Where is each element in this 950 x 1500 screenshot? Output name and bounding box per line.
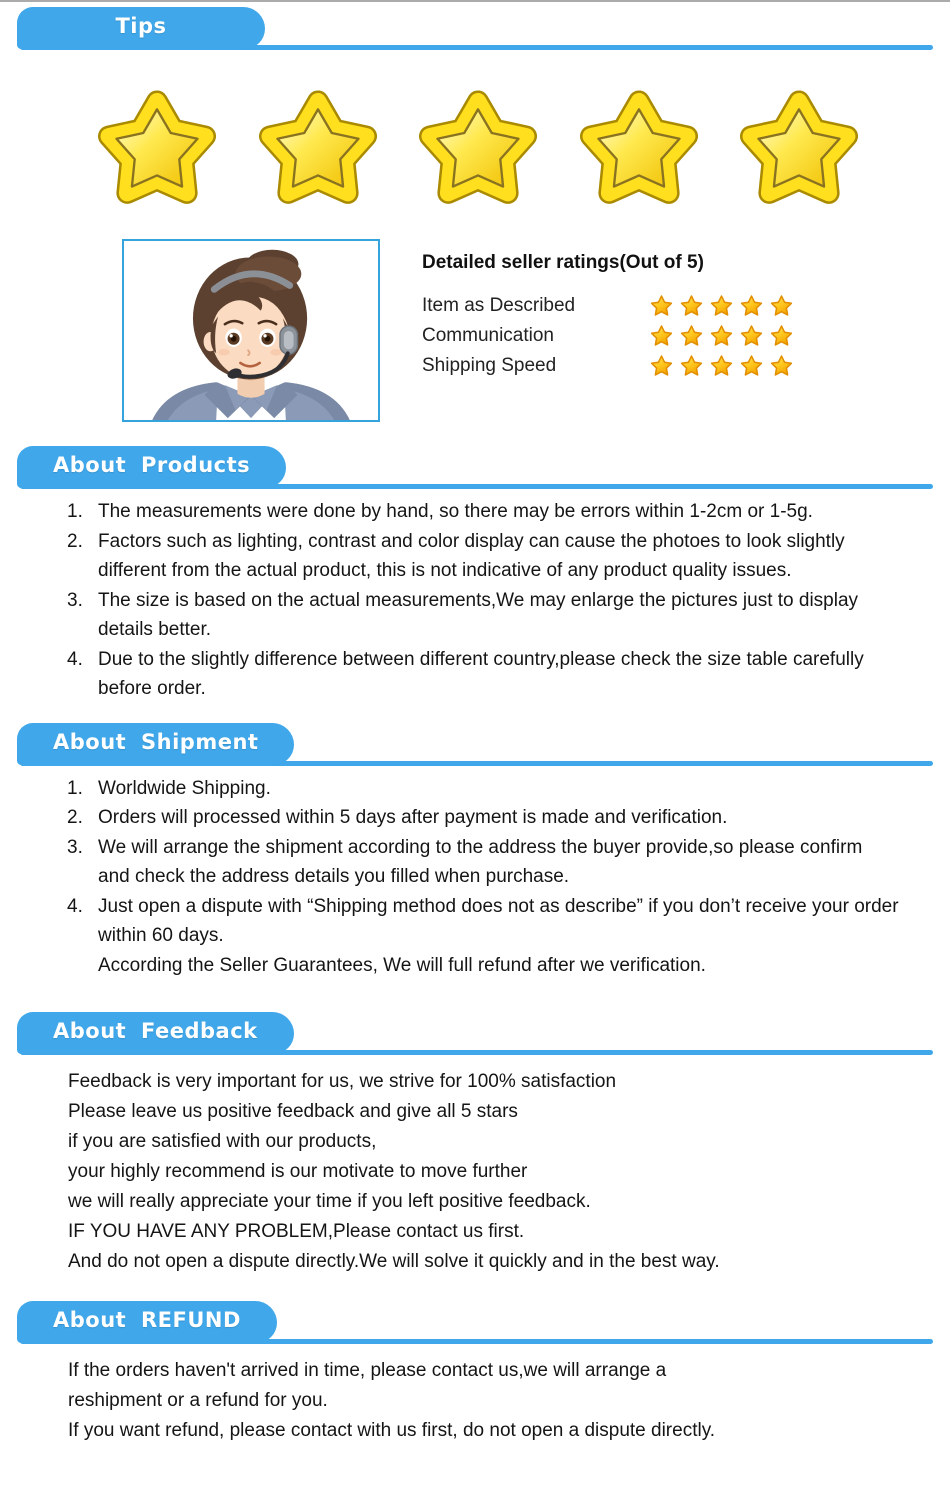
star-icon <box>737 353 766 380</box>
star-icon <box>737 293 766 320</box>
star-icon <box>647 323 676 350</box>
star-icon <box>707 353 736 380</box>
about-shipment-tab-label: About Shipment <box>53 729 259 754</box>
list-item-text: The measurements were done by hand, so there may be errors within 1-2cm or 1-5g. <box>98 501 813 522</box>
rating-row-item-as-described <box>422 291 796 321</box>
star-icon <box>78 86 236 218</box>
ratings-panel <box>422 239 796 422</box>
seller-ratings-block <box>122 239 950 422</box>
rating-stars <box>647 353 796 380</box>
star-icon <box>720 86 878 218</box>
list-item-number: 2. <box>67 807 83 828</box>
five-star-rating <box>78 86 878 218</box>
list-item-number: 2. <box>67 530 83 552</box>
about-shipment-tab <box>17 723 294 765</box>
about-refund-tab <box>17 1301 277 1343</box>
ratings-title: Detailed seller ratings(Out of 5) <box>422 252 704 273</box>
star-icon <box>707 293 736 320</box>
tips-tab-label: Tips <box>115 14 167 38</box>
about-feedback-tab <box>17 1012 294 1054</box>
star-icon <box>767 293 796 320</box>
star-icon <box>707 323 736 350</box>
list-item-text <box>98 892 899 981</box>
star-icon <box>737 323 766 350</box>
star-icon <box>677 353 706 380</box>
paragraph-line: we will really appreciate your time if you left positive feedback. <box>68 1191 591 1212</box>
list-item-text: The size is based on the actual measurements,We may enlarge the pictures just to display details better. <box>98 589 859 640</box>
about-feedback-tab-label: About Feedback <box>53 1019 258 1043</box>
star-icon <box>647 353 676 380</box>
rating-label: Item as Described <box>422 295 576 316</box>
rating-label: Shipping Speed <box>422 355 557 376</box>
list-item-number: 1. <box>67 501 83 522</box>
list-item-text: Worldwide Shipping. <box>98 777 271 799</box>
list-item <box>67 803 899 833</box>
customer-service-agent-image <box>122 239 380 422</box>
top-border-line <box>0 0 950 2</box>
star-icon <box>767 323 796 350</box>
shipment-list <box>67 774 899 981</box>
about-products-tab-label: About Products <box>53 453 251 477</box>
star-icon <box>239 86 397 218</box>
tips-tab <box>17 7 265 49</box>
paragraph-line: Please leave us positive feedback and give all 5 stars <box>68 1101 518 1122</box>
rating-stars <box>647 323 796 350</box>
list-item-number: 3. <box>67 589 83 611</box>
paragraph-line: if you are satisfied with our products, <box>68 1131 377 1152</box>
star-icon <box>560 86 718 218</box>
about-refund-banner <box>0 1301 950 1344</box>
list-item-text: Factors such as lighting, contrast and color display can cause the photoes to look slightly different from the actual product, this is not indicative of any product quality issues. <box>98 530 845 581</box>
rating-row-communication <box>422 321 796 351</box>
feedback-paragraph <box>68 1067 950 1277</box>
star-icon <box>677 293 706 320</box>
about-feedback-banner <box>0 1012 950 1055</box>
list-item-note: According the Seller Guarantees, We will full refund after we verification. <box>98 954 706 976</box>
list-item-main-text: Just open a dispute with “Shipping method does not as describe” if you don’t receive your order within 60 days. <box>98 895 899 946</box>
about-refund-tab-label: About REFUND <box>53 1308 241 1332</box>
list-item-text: We will arrange the shipment according to the address the buyer provide,so please confirm and check the address details you filled when purchase. <box>98 836 863 887</box>
star-icon <box>399 86 557 218</box>
paragraph-line: IF YOU HAVE ANY PROBLEM,Please contact us first. <box>68 1221 525 1242</box>
about-products-banner <box>0 446 950 489</box>
list-item-text: Orders will processed within 5 days after payment is made and verification. <box>98 807 728 828</box>
list-item-number: 3. <box>67 836 83 858</box>
list-item-number: 4. <box>67 895 83 917</box>
list-item-text: Due to the slightly difference between different country,please check the size table carefully before order. <box>98 648 864 699</box>
list-item-number: 1. <box>67 777 83 799</box>
list-item <box>67 527 899 586</box>
products-list <box>67 497 899 704</box>
paragraph-line: your highly recommend is our motivate to move further <box>68 1161 528 1182</box>
list-item <box>67 774 899 804</box>
about-products-tab <box>17 446 286 488</box>
star-icon <box>647 293 676 320</box>
list-item <box>67 833 899 892</box>
paragraph-line: Feedback is very important for us, we strive for 100% satisfaction <box>68 1071 617 1092</box>
list-item <box>67 497 899 527</box>
agent-illustration-svg <box>124 241 378 420</box>
list-item <box>67 586 899 645</box>
star-icon <box>767 353 796 380</box>
about-shipment-banner <box>0 723 950 766</box>
rating-row-shipping-speed <box>422 351 796 381</box>
refund-paragraph <box>68 1356 950 1446</box>
star-icon <box>677 323 706 350</box>
paragraph-line: If you want refund, please contact with us first, do not open a dispute directly. <box>68 1420 716 1441</box>
rating-stars <box>647 293 796 320</box>
paragraph-line: And do not open a dispute directly.We will solve it quickly and in the best way. <box>68 1251 720 1272</box>
paragraph-line: If the orders haven't arrived in time, please contact us,we will arrange a <box>68 1360 667 1381</box>
tips-banner <box>0 7 950 50</box>
rating-label: Communication <box>422 325 554 346</box>
list-item <box>67 892 899 981</box>
paragraph-line: reshipment or a refund for you. <box>68 1390 328 1411</box>
list-item <box>67 645 899 704</box>
list-item-number: 4. <box>67 648 83 670</box>
